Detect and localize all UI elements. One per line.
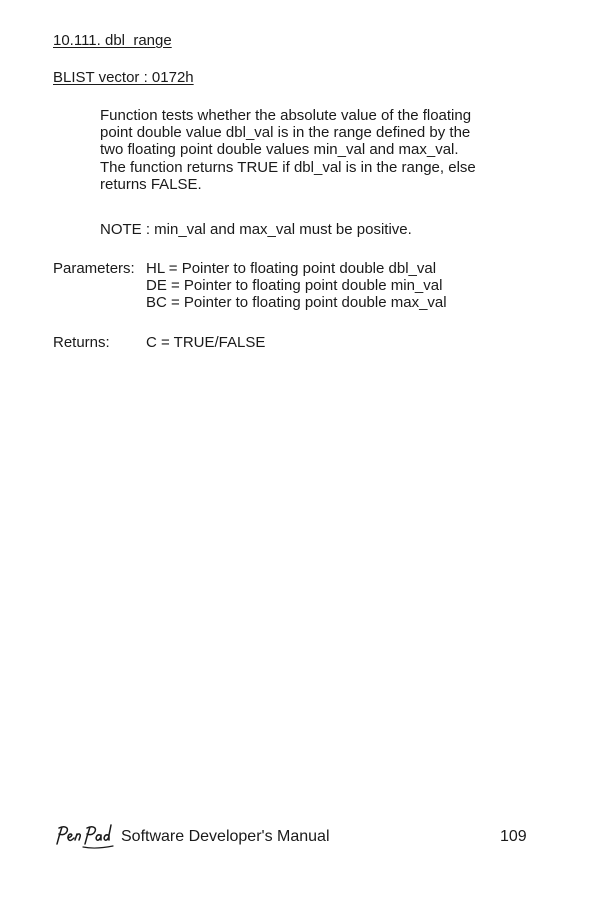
function-description: [100, 107, 540, 193]
returns-label: Returns:: [53, 334, 110, 351]
penpad-logo-icon: [53, 822, 117, 852]
parameter-item: HL = Pointer to floating point double dbl_val: [146, 260, 437, 277]
description-line: returns FALSE.: [100, 175, 202, 193]
parameter-item: BC = Pointer to floating point double max_val: [146, 294, 447, 312]
returns-value: C = TRUE/FALSE: [146, 334, 266, 351]
description-line: The function returns TRUE if dbl_val is in the range, else: [100, 158, 476, 176]
blist-vector: BLIST vector : 0172h: [53, 69, 194, 86]
description-line: Function tests whether the absolute value of the floating: [100, 107, 472, 124]
parameters-label: Parameters:: [53, 260, 135, 277]
page-number: 109: [500, 828, 527, 845]
manual-title: Software Developer's Manual: [121, 828, 330, 845]
description-line: two floating point double values min_val and max_val.: [100, 141, 459, 159]
description-line: point double value dbl_val is in the range defined by the: [100, 124, 471, 142]
section-title: 10.111. dbl_range: [53, 32, 172, 49]
parameters-list: [146, 260, 447, 312]
parameter-item: DE = Pointer to floating point double min_val: [146, 277, 443, 295]
note-text: NOTE : min_val and max_val must be positive.: [100, 221, 412, 238]
